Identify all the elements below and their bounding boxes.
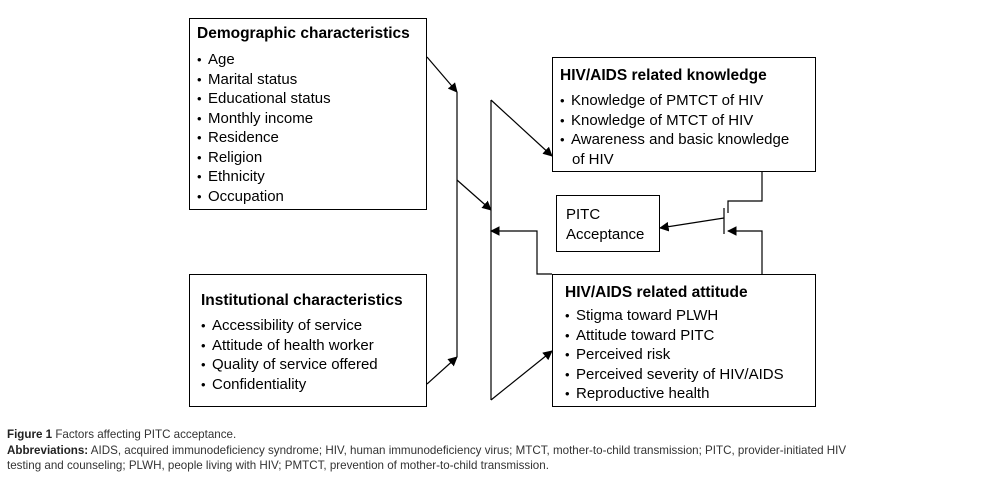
- list-item: • Ethnicity: [197, 168, 265, 185]
- list-item: • Religion: [197, 148, 263, 166]
- bullet-icon: •: [197, 91, 202, 106]
- knowledge-down-line: [728, 172, 762, 213]
- abbreviations-label: Abbreviations:: [7, 444, 89, 457]
- bullet-icon: •: [197, 110, 202, 126]
- pitc-label: PITC: [566, 206, 601, 223]
- demographic-title: Demographic characteristics: [197, 25, 410, 42]
- bullet-icon: •: [565, 366, 570, 382]
- list-item: • Knowledge of PMTCT of HIV: [560, 92, 764, 109]
- attitude-box: [552, 274, 816, 407]
- bullet-icon: •: [565, 347, 570, 362]
- list-item: • Awareness and basic knowledge: [560, 131, 790, 148]
- bullet-icon: •: [560, 132, 565, 147]
- list-item: • Age: [197, 51, 235, 68]
- bullet-icon: •: [560, 112, 565, 128]
- bullet-icon: •: [197, 149, 202, 165]
- bullet-icon: •: [201, 376, 206, 392]
- bullet-icon: •: [565, 386, 570, 401]
- list-item: • Accessibility of service: [201, 317, 363, 334]
- list-item: • Educational status: [197, 90, 331, 107]
- list-item-continuation: of HIV: [572, 150, 614, 168]
- abbreviations-line: [7, 444, 997, 457]
- bullet-icon: •: [197, 188, 202, 204]
- figure-text: Factors affecting PITC acceptance.: [55, 428, 237, 441]
- junction-to-pitc-arrow: [660, 218, 724, 228]
- demographic-to-bracket-line: [427, 57, 457, 92]
- bullet-icon: •: [201, 337, 206, 353]
- center-to-knowledge-arrow: [491, 100, 552, 156]
- list-item: • Monthly income: [197, 109, 314, 127]
- pitc-acceptance-box: [556, 195, 660, 252]
- bullet-icon: •: [565, 308, 570, 323]
- list-item: • Marital status: [197, 70, 298, 88]
- institutional-box: [189, 274, 427, 407]
- bracket-to-center-arrow: [457, 180, 491, 210]
- knowledge-title: HIV/AIDS related knowledge: [560, 67, 767, 84]
- knowledge-box: [552, 57, 816, 172]
- list-item: • Occupation: [197, 187, 284, 205]
- attitude-to-center-arrow: [491, 231, 552, 274]
- abbreviations-text-2: testing and counseling; PLWH, people living with HIV; PMTCT, prevention of mother-to-child transmission.: [7, 459, 549, 472]
- demographic-list: [197, 50, 331, 206]
- list-item: • Knowledge of MTCT of HIV: [560, 111, 754, 129]
- list-item: • Residence: [197, 129, 279, 146]
- figure-label: Figure 1: [7, 428, 53, 441]
- list-item: • Quality of service offered: [201, 356, 378, 373]
- bullet-icon: •: [565, 327, 570, 343]
- list-item: • Attitude toward PITC: [565, 326, 715, 344]
- institutional-list: [201, 316, 378, 394]
- institutional-to-bracket-line: [427, 357, 457, 384]
- bullet-icon: •: [197, 52, 202, 67]
- bullet-icon: •: [197, 169, 202, 184]
- center-to-attitude-arrow: [491, 351, 552, 400]
- abbreviations-text: AIDS, acquired immunodeficiency syndrome; HIV, human immunodeficiency virus; MTCT, mother-to-child transmission; PITC, provider-initiated HIV: [90, 444, 847, 457]
- list-item: • Perceived severity of HIV/AIDS: [565, 365, 784, 383]
- bullet-icon: •: [201, 357, 206, 372]
- bullet-icon: •: [201, 318, 206, 333]
- institutional-title: Institutional characteristics: [201, 292, 403, 309]
- bullet-icon: •: [197, 71, 202, 87]
- figure-title-line: [7, 428, 997, 441]
- attitude-title: HIV/AIDS related attitude: [565, 284, 748, 301]
- list-item: • Confidentiality: [201, 375, 307, 393]
- acceptance-label: Acceptance: [566, 226, 645, 243]
- demographic-box: [189, 18, 427, 210]
- knowledge-list: [560, 91, 789, 169]
- attitude-list: [565, 306, 784, 404]
- list-item: • Perceived risk: [565, 346, 671, 363]
- abbreviations-line-2: [7, 459, 997, 472]
- list-item: • Attitude of health worker: [201, 336, 374, 354]
- bullet-icon: •: [560, 93, 565, 108]
- list-item: • Stigma toward PLWH: [565, 307, 719, 324]
- figure-caption: [7, 428, 997, 472]
- attitude-up-line: [728, 231, 762, 274]
- bullet-icon: •: [197, 130, 202, 145]
- list-item: • Reproductive health: [565, 385, 710, 402]
